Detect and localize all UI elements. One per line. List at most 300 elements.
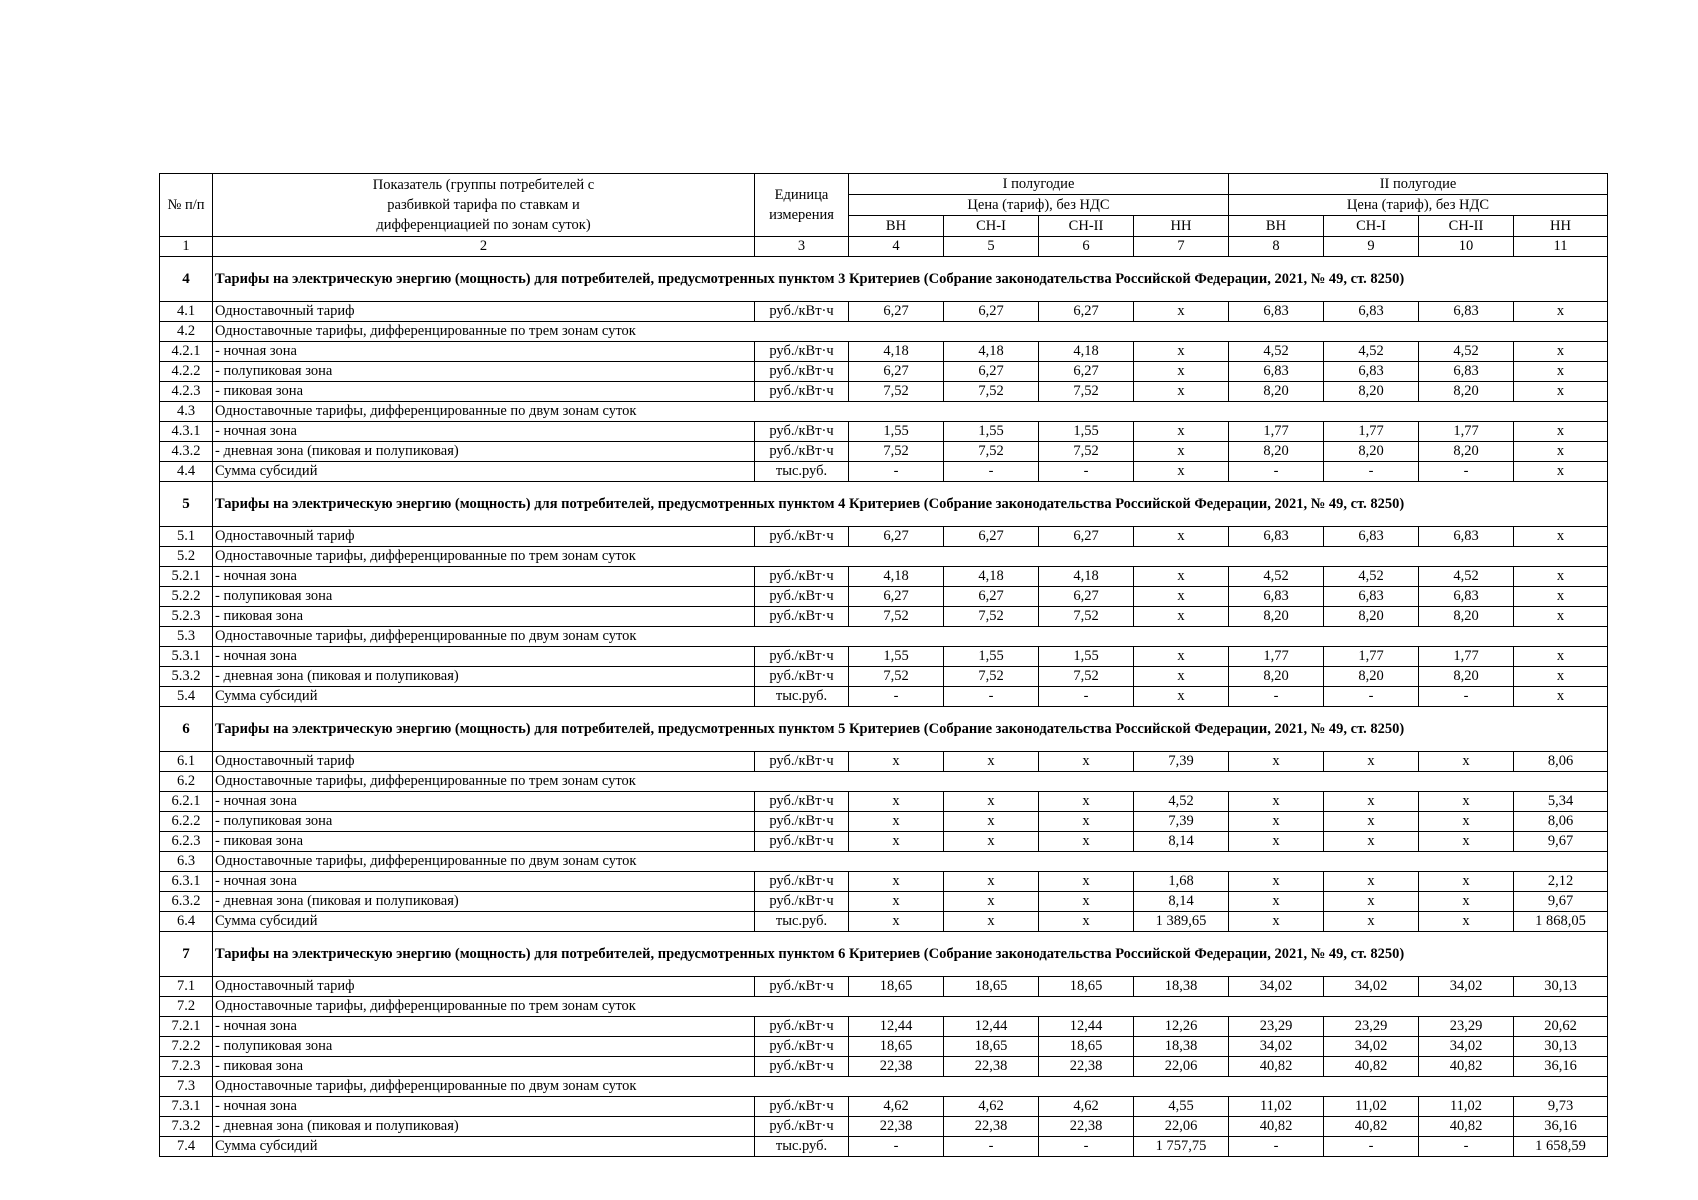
value-cell: х [1514, 462, 1608, 482]
value-cell: 18,65 [1039, 1037, 1134, 1057]
value-cell: 6,27 [849, 527, 944, 547]
header-num: № п/п [160, 174, 213, 237]
value-cell: - [944, 1137, 1039, 1157]
value-cell: - [944, 687, 1039, 707]
value-cell: х [1134, 687, 1229, 707]
row-unit: руб./кВт·ч [755, 1037, 849, 1057]
column-number: 11 [1514, 237, 1608, 257]
row-name: Сумма субсидий [213, 912, 755, 932]
value-cell: 30,13 [1514, 1037, 1608, 1057]
value-cell: х [849, 872, 944, 892]
table-row [160, 1017, 1608, 1037]
row-name: Одноставочные тарифы, дифференцированные по трем зонам суток [213, 547, 755, 567]
row-name: - пиковая зона [213, 1057, 755, 1077]
value-cell: 4,52 [1229, 342, 1324, 362]
value-cell: 1,55 [944, 647, 1039, 667]
empty-cell [755, 997, 1608, 1017]
value-cell: х [1134, 342, 1229, 362]
value-cell: х [1229, 892, 1324, 912]
value-cell: 6,27 [1039, 587, 1134, 607]
subgroup-row [160, 997, 1608, 1017]
value-cell: 18,65 [944, 1037, 1039, 1057]
value-cell: 5,34 [1514, 792, 1608, 812]
row-unit: руб./кВт·ч [755, 977, 849, 997]
value-cell: х [1134, 607, 1229, 627]
value-cell: х [849, 792, 944, 812]
value-cell: 6,83 [1419, 587, 1514, 607]
value-cell: х [944, 792, 1039, 812]
value-cell: 6,27 [849, 302, 944, 322]
value-cell: - [1324, 687, 1419, 707]
value-cell: х [1514, 362, 1608, 382]
value-cell: 12,44 [944, 1017, 1039, 1037]
row-number: 5.4 [160, 687, 213, 707]
value-cell: 34,02 [1324, 1037, 1419, 1057]
row-number: 5.3.1 [160, 647, 213, 667]
value-cell: х [849, 812, 944, 832]
value-cell: 4,62 [944, 1097, 1039, 1117]
value-cell: х [1324, 832, 1419, 852]
value-cell: 34,02 [1419, 977, 1514, 997]
header-level: НН [1514, 216, 1608, 237]
row-name: - пиковая зона [213, 832, 755, 852]
row-name: - ночная зона [213, 342, 755, 362]
value-cell: х [1134, 422, 1229, 442]
value-cell: 7,52 [849, 382, 944, 402]
row-number: 6.2.2 [160, 812, 213, 832]
value-cell: х [1039, 892, 1134, 912]
row-number: 5.3.2 [160, 667, 213, 687]
table-row [160, 912, 1608, 932]
value-cell: х [1514, 302, 1608, 322]
row-name: - ночная зона [213, 872, 755, 892]
row-number: 4.3 [160, 402, 213, 422]
value-cell: х [944, 912, 1039, 932]
value-cell: 22,06 [1134, 1117, 1229, 1137]
row-number: 4.2 [160, 322, 213, 342]
value-cell: 11,02 [1229, 1097, 1324, 1117]
value-cell: - [944, 462, 1039, 482]
row-name: Одноставочные тарифы, дифференцированные по двум зонам суток [213, 402, 755, 422]
value-cell: 6,83 [1324, 362, 1419, 382]
value-cell: 23,29 [1324, 1017, 1419, 1037]
value-cell: 6,27 [1039, 527, 1134, 547]
value-cell: х [849, 892, 944, 912]
row-number: 5.2.1 [160, 567, 213, 587]
value-cell: 8,20 [1229, 442, 1324, 462]
row-name: Сумма субсидий [213, 687, 755, 707]
value-cell: 4,52 [1419, 342, 1514, 362]
value-cell: 40,82 [1324, 1117, 1419, 1137]
value-cell: х [1419, 752, 1514, 772]
table-row [160, 872, 1608, 892]
value-cell: 8,20 [1419, 607, 1514, 627]
subgroup-row [160, 772, 1608, 792]
row-unit: руб./кВт·ч [755, 647, 849, 667]
value-cell: х [1134, 647, 1229, 667]
header-level: ВН [1229, 216, 1324, 237]
row-name: - ночная зона [213, 647, 755, 667]
value-cell: х [1419, 812, 1514, 832]
value-cell: х [1324, 752, 1419, 772]
table-row [160, 832, 1608, 852]
value-cell: 4,18 [944, 342, 1039, 362]
value-cell: 1 658,59 [1514, 1137, 1608, 1157]
row-unit: руб./кВт·ч [755, 832, 849, 852]
value-cell: 7,52 [1039, 442, 1134, 462]
row-name: - полупиковая зона [213, 362, 755, 382]
value-cell: 9,67 [1514, 892, 1608, 912]
row-number: 7.2.2 [160, 1037, 213, 1057]
value-cell: 12,44 [849, 1017, 944, 1037]
value-cell: 8,20 [1229, 667, 1324, 687]
column-number: 3 [755, 237, 849, 257]
row-unit: руб./кВт·ч [755, 342, 849, 362]
value-cell: х [1324, 792, 1419, 812]
row-unit: руб./кВт·ч [755, 872, 849, 892]
table-row [160, 362, 1608, 382]
row-name: - пиковая зона [213, 607, 755, 627]
value-cell: 1,68 [1134, 872, 1229, 892]
table-row [160, 1097, 1608, 1117]
value-cell: 8,14 [1134, 892, 1229, 912]
subgroup-row [160, 852, 1608, 872]
value-cell: х [1229, 792, 1324, 812]
row-name: - полупиковая зона [213, 1037, 755, 1057]
section-title: Тарифы на электрическую энергию (мощность) для потребителей, предусмотренных пунктом 4 Критериев (Собрание законодательства Российской Федерации, 2021, № 49, ст. 8250) [213, 482, 1608, 527]
row-number: 4.2.3 [160, 382, 213, 402]
value-cell: - [1324, 462, 1419, 482]
section-header-row [160, 707, 1608, 752]
value-cell: 34,02 [1229, 1037, 1324, 1057]
value-cell: х [1514, 382, 1608, 402]
row-number: 7.2 [160, 997, 213, 1017]
value-cell: 12,26 [1134, 1017, 1229, 1037]
value-cell: 7,52 [1039, 382, 1134, 402]
row-name: - полупиковая зона [213, 812, 755, 832]
value-cell: х [1134, 462, 1229, 482]
column-number-row [160, 237, 1608, 257]
value-cell: 4,62 [1039, 1097, 1134, 1117]
value-cell: 11,02 [1419, 1097, 1514, 1117]
row-name: Одноставочный тариф [213, 302, 755, 322]
value-cell: х [1514, 587, 1608, 607]
value-cell: 8,06 [1514, 812, 1608, 832]
value-cell: 1,77 [1229, 422, 1324, 442]
value-cell: 1,77 [1419, 422, 1514, 442]
value-cell: х [849, 912, 944, 932]
row-unit: руб./кВт·ч [755, 752, 849, 772]
table-row [160, 977, 1608, 997]
row-name: Одноставочный тариф [213, 527, 755, 547]
value-cell: 4,52 [1419, 567, 1514, 587]
value-cell: - [1324, 1137, 1419, 1157]
value-cell: х [1134, 527, 1229, 547]
row-name: - ночная зона [213, 792, 755, 812]
value-cell: х [1039, 912, 1134, 932]
row-name: - дневная зона (пиковая и полупиковая) [213, 1117, 755, 1137]
value-cell: - [1419, 1137, 1514, 1157]
value-cell: х [944, 872, 1039, 892]
value-cell: 6,27 [944, 302, 1039, 322]
header-row-1 [160, 174, 1608, 195]
value-cell: 36,16 [1514, 1057, 1608, 1077]
empty-cell [755, 322, 1608, 342]
value-cell: - [849, 462, 944, 482]
value-cell: х [1419, 872, 1514, 892]
row-name: - ночная зона [213, 1017, 755, 1037]
row-name: Одноставочные тарифы, дифференцированные по трем зонам суток [213, 997, 755, 1017]
row-number: 5.2 [160, 547, 213, 567]
value-cell: х [944, 812, 1039, 832]
value-cell: х [1229, 872, 1324, 892]
subgroup-row [160, 1077, 1608, 1097]
value-cell: х [1514, 607, 1608, 627]
value-cell: 6,27 [1039, 302, 1134, 322]
empty-cell [755, 852, 1608, 872]
row-number: 7.1 [160, 977, 213, 997]
value-cell: 1,55 [849, 422, 944, 442]
row-unit: тыс.руб. [755, 912, 849, 932]
row-number: 4.1 [160, 302, 213, 322]
header-unit: Единица измерения [755, 174, 849, 237]
value-cell: х [1134, 442, 1229, 462]
table-row [160, 1117, 1608, 1137]
value-cell: 6,83 [1324, 302, 1419, 322]
value-cell: 4,52 [1134, 792, 1229, 812]
value-cell: 8,20 [1419, 667, 1514, 687]
value-cell: 4,62 [849, 1097, 944, 1117]
value-cell: 22,06 [1134, 1057, 1229, 1077]
value-cell: 7,52 [849, 667, 944, 687]
value-cell: х [1514, 342, 1608, 362]
value-cell: х [1229, 812, 1324, 832]
value-cell: х [1229, 832, 1324, 852]
column-number: 2 [213, 237, 755, 257]
value-cell: 40,82 [1229, 1117, 1324, 1137]
table-row [160, 567, 1608, 587]
value-cell: 2,12 [1514, 872, 1608, 892]
value-cell: 7,52 [1039, 667, 1134, 687]
value-cell: 7,39 [1134, 812, 1229, 832]
row-unit: руб./кВт·ч [755, 812, 849, 832]
row-number: 6.2.3 [160, 832, 213, 852]
value-cell: 8,14 [1134, 832, 1229, 852]
header-price-1: Цена (тариф), без НДС [849, 195, 1229, 216]
value-cell: 4,18 [849, 567, 944, 587]
row-number: 4.2.1 [160, 342, 213, 362]
section-number: 7 [160, 932, 213, 977]
table-row [160, 382, 1608, 402]
value-cell: х [1514, 687, 1608, 707]
value-cell: - [1419, 687, 1514, 707]
value-cell: 1,77 [1229, 647, 1324, 667]
row-name: Одноставочные тарифы, дифференцированные по трем зонам суток [213, 322, 755, 342]
header-level: СН-II [1039, 216, 1134, 237]
value-cell: 7,52 [944, 442, 1039, 462]
row-unit: руб./кВт·ч [755, 587, 849, 607]
value-cell: х [944, 752, 1039, 772]
table-row [160, 527, 1608, 547]
section-number: 6 [160, 707, 213, 752]
header-half-1: I полугодие [849, 174, 1229, 195]
value-cell: 6,27 [944, 362, 1039, 382]
table-row [160, 442, 1608, 462]
row-unit: руб./кВт·ч [755, 792, 849, 812]
row-name: - ночная зона [213, 1097, 755, 1117]
subgroup-row [160, 322, 1608, 342]
value-cell: 22,38 [849, 1117, 944, 1137]
empty-cell [755, 1077, 1608, 1097]
row-name: - пиковая зона [213, 382, 755, 402]
value-cell: 4,18 [944, 567, 1039, 587]
value-cell: 40,82 [1229, 1057, 1324, 1077]
value-cell: 8,20 [1419, 382, 1514, 402]
row-number: 4.3.1 [160, 422, 213, 442]
row-number: 6.2.1 [160, 792, 213, 812]
row-unit: руб./кВт·ч [755, 1097, 849, 1117]
row-number: 7.2.3 [160, 1057, 213, 1077]
value-cell: 12,44 [1039, 1017, 1134, 1037]
row-number: 4.3.2 [160, 442, 213, 462]
value-cell: 20,62 [1514, 1017, 1608, 1037]
value-cell: х [1134, 567, 1229, 587]
value-cell: х [944, 832, 1039, 852]
value-cell: - [1039, 687, 1134, 707]
row-name: - полупиковая зона [213, 587, 755, 607]
value-cell: 1,77 [1419, 647, 1514, 667]
value-cell: 22,38 [1039, 1057, 1134, 1077]
value-cell: 18,65 [1039, 977, 1134, 997]
value-cell: 23,29 [1229, 1017, 1324, 1037]
value-cell: 4,18 [1039, 567, 1134, 587]
table-row [160, 892, 1608, 912]
row-unit: руб./кВт·ч [755, 1017, 849, 1037]
value-cell: 6,83 [1324, 587, 1419, 607]
value-cell: 18,38 [1134, 977, 1229, 997]
row-name: Одноставочные тарифы, дифференцированные по двум зонам суток [213, 852, 755, 872]
value-cell: 4,52 [1324, 567, 1419, 587]
value-cell: х [1419, 912, 1514, 932]
table-row [160, 462, 1608, 482]
row-name: Одноставочный тариф [213, 752, 755, 772]
value-cell: х [849, 752, 944, 772]
row-unit: руб./кВт·ч [755, 527, 849, 547]
header-level: СН-II [1419, 216, 1514, 237]
value-cell: 1 389,65 [1134, 912, 1229, 932]
value-cell: 7,52 [849, 607, 944, 627]
row-number: 6.2 [160, 772, 213, 792]
column-number: 6 [1039, 237, 1134, 257]
value-cell: 6,83 [1419, 302, 1514, 322]
row-name: Сумма субсидий [213, 1137, 755, 1157]
header-level: СН-I [944, 216, 1039, 237]
table-row [160, 1037, 1608, 1057]
column-number: 4 [849, 237, 944, 257]
value-cell: 6,83 [1419, 527, 1514, 547]
row-name: - ночная зона [213, 567, 755, 587]
value-cell: 6,83 [1229, 527, 1324, 547]
value-cell: 1 868,05 [1514, 912, 1608, 932]
row-name: Одноставочный тариф [213, 977, 755, 997]
value-cell: - [1229, 462, 1324, 482]
value-cell: 23,29 [1419, 1017, 1514, 1037]
row-number: 5.3 [160, 627, 213, 647]
value-cell: х [944, 892, 1039, 912]
row-number: 6.4 [160, 912, 213, 932]
value-cell: 40,82 [1419, 1117, 1514, 1137]
column-number: 1 [160, 237, 213, 257]
value-cell: 9,67 [1514, 832, 1608, 852]
value-cell: 7,39 [1134, 752, 1229, 772]
row-number: 4.4 [160, 462, 213, 482]
row-number: 7.4 [160, 1137, 213, 1157]
value-cell: 6,83 [1324, 527, 1419, 547]
section-number: 4 [160, 257, 213, 302]
table-row [160, 647, 1608, 667]
value-cell: 34,02 [1229, 977, 1324, 997]
row-unit: руб./кВт·ч [755, 302, 849, 322]
table-row [160, 302, 1608, 322]
subgroup-row [160, 402, 1608, 422]
header-price-2: Цена (тариф), без НДС [1229, 195, 1608, 216]
value-cell: 18,65 [849, 977, 944, 997]
table-row [160, 1057, 1608, 1077]
value-cell: 1,77 [1324, 647, 1419, 667]
value-cell: 7,52 [944, 382, 1039, 402]
value-cell: 34,02 [1324, 977, 1419, 997]
value-cell: 8,20 [1229, 607, 1324, 627]
value-cell: 4,18 [849, 342, 944, 362]
value-cell: 22,38 [849, 1057, 944, 1077]
value-cell: 7,52 [849, 442, 944, 462]
table-row [160, 587, 1608, 607]
row-name: Одноставочные тарифы, дифференцированные по двум зонам суток [213, 627, 755, 647]
value-cell: х [849, 832, 944, 852]
empty-cell [755, 402, 1608, 422]
table-row [160, 422, 1608, 442]
value-cell: 6,83 [1419, 362, 1514, 382]
value-cell: х [1514, 647, 1608, 667]
value-cell: х [1514, 527, 1608, 547]
row-unit: руб./кВт·ч [755, 362, 849, 382]
section-title: Тарифы на электрическую энергию (мощность) для потребителей, предусмотренных пунктом 5 Критериев (Собрание законодательства Российской Федерации, 2021, № 49, ст. 8250) [213, 707, 1608, 752]
value-cell: х [1134, 587, 1229, 607]
value-cell: х [1039, 752, 1134, 772]
value-cell: - [849, 1137, 944, 1157]
value-cell: 6,27 [849, 587, 944, 607]
header-level: СН-I [1324, 216, 1419, 237]
section-header-row [160, 932, 1608, 977]
row-name: - дневная зона (пиковая и полупиковая) [213, 442, 755, 462]
value-cell: 18,38 [1134, 1037, 1229, 1057]
value-cell: - [849, 687, 944, 707]
value-cell: 8,06 [1514, 752, 1608, 772]
value-cell: х [1134, 302, 1229, 322]
row-unit: руб./кВт·ч [755, 607, 849, 627]
value-cell: - [1229, 1137, 1324, 1157]
value-cell: х [1134, 667, 1229, 687]
value-cell: 36,16 [1514, 1117, 1608, 1137]
table-row [160, 342, 1608, 362]
row-number: 6.1 [160, 752, 213, 772]
value-cell: 34,02 [1419, 1037, 1514, 1057]
row-number: 5.2.2 [160, 587, 213, 607]
table-row [160, 1137, 1608, 1157]
value-cell: 22,38 [1039, 1117, 1134, 1137]
value-cell: 22,38 [944, 1057, 1039, 1077]
value-cell: х [1229, 912, 1324, 932]
